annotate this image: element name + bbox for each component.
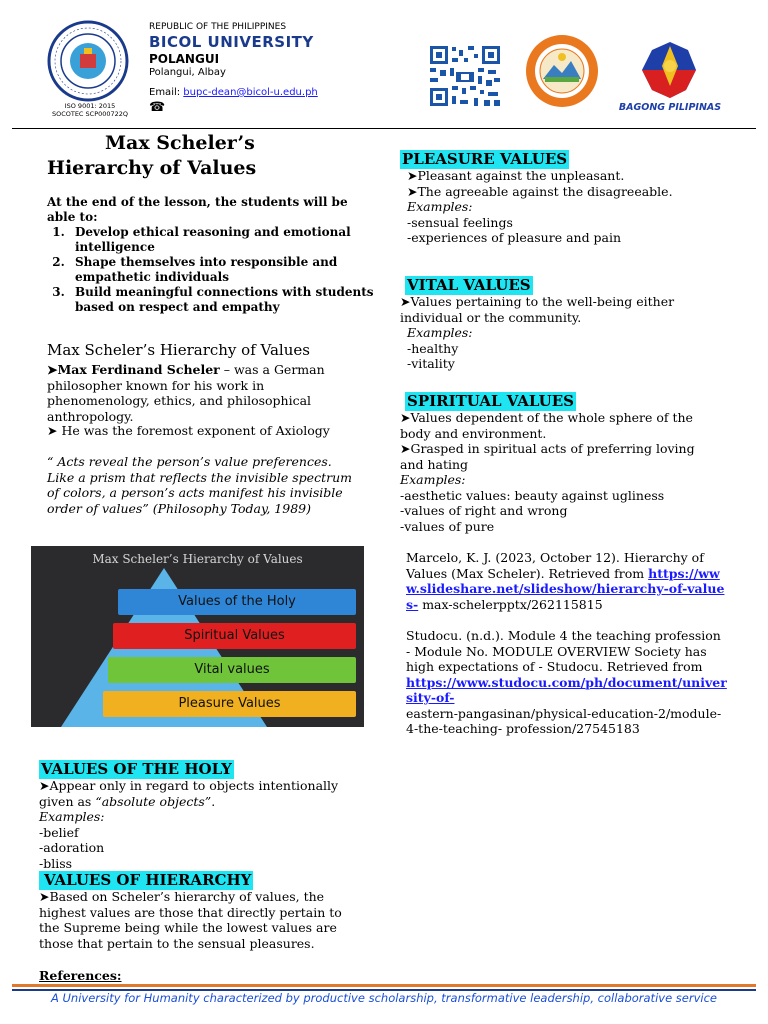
spiritual-examples-label: Examples: bbox=[400, 472, 466, 487]
holy-line2: given as “absolute objects”. bbox=[39, 793, 216, 809]
university-motto: A University for Humanity characterized by productive scholarship, transformative leadership, collaborative service bbox=[50, 991, 717, 1005]
axiology-bullet: ➤ He was the foremost exponent of Axiology bbox=[47, 423, 330, 438]
spiritual-line2: ➤Grasped in spiritual acts of preferring loving and hating bbox=[400, 441, 695, 472]
section-subheading: Max Scheler’s Hierarchy of Values bbox=[47, 341, 310, 359]
objective-item: 1. Develop ethical reasoning and emotional intelligence bbox=[69, 225, 403, 255]
republic-label: REPUBLIC OF THE PHILIPPINES bbox=[149, 22, 287, 32]
spiritual-heading: SPIRITUAL VALUES bbox=[407, 392, 574, 410]
phone-icon: ☎ bbox=[149, 100, 166, 115]
pleasure-section bbox=[400, 149, 569, 169]
pleasure-line: ➤Pleasant against the unpleasant. bbox=[407, 168, 625, 183]
vital-heading: VITAL VALUES bbox=[407, 276, 531, 294]
spiritual-example: -values of right and wrong bbox=[400, 503, 568, 518]
holy-heading: VALUES OF THE HOLY bbox=[41, 760, 232, 778]
reference-text: Marcelo, K. J. (2023, October 12). Hierarchy of Values (Max Scheler). Retrieved from bbox=[406, 550, 704, 581]
pleasure-line: ➤The agreeable against the disagreeable. bbox=[407, 183, 673, 199]
email-link[interactable]: bupc-dean@bicol-u.edu.ph bbox=[183, 87, 318, 98]
vital-example: -healthy bbox=[407, 340, 459, 356]
pleasure-example: -sensual feelings bbox=[407, 214, 513, 230]
page-title-line2: Hierarchy of Values bbox=[47, 157, 257, 179]
bagong-pilipinas-logo-icon bbox=[626, 36, 714, 102]
objective-item: 2. Shape themselves into responsible and empathetic individuals bbox=[69, 255, 403, 285]
vital-examples bbox=[407, 325, 707, 372]
campus-name: POLANGUI bbox=[149, 52, 220, 66]
absolute-objects-term: “absolute objects” bbox=[95, 793, 212, 809]
quote-text: “ Acts reveal the person’s value preferences. Like a prism that reflects the invisible spectrum of colors, a person’s acts manifest his invisible order of values” (Philosophy Today, 1989) bbox=[47, 454, 352, 516]
bagong-pilipinas-label: BAGONG PILIPINAS bbox=[618, 102, 722, 113]
vital-examples-label: Examples: bbox=[407, 325, 473, 340]
holy-examples-label: Examples: bbox=[39, 809, 105, 824]
scheler-name: ➤Max Ferdinand Scheler bbox=[47, 362, 220, 377]
reference-tail: max-schelerpptx/262115815 bbox=[418, 596, 603, 612]
pyramid-level-pleasure: Pleasure Values bbox=[103, 691, 356, 717]
holy-line1: ➤Appear only in regard to objects intentionally bbox=[39, 778, 339, 793]
pleasure-examples-label: Examples: bbox=[407, 199, 473, 214]
reference-text: Studocu. (n.d.). Module 4 the teaching profession - Module No. MODULE OVERVIEW Society has high expectations of - Studocu. Retrieved from bbox=[406, 628, 721, 674]
pleasure-example: -experiences of pleasure and pain bbox=[407, 230, 622, 245]
hierarchy-heading: VALUES OF HIERARCHY bbox=[39, 871, 253, 890]
hierarchy-text: ➤Based on Scheler’s hierarchy of values, the highest values are those that directly pertain to the Supreme being while the lowest values are those that pertain to the sensual pleasures. bbox=[39, 889, 342, 951]
pyramid-title: Max Scheler’s Hierarchy of Values bbox=[92, 552, 303, 566]
iso-certification bbox=[40, 102, 140, 118]
header-divider bbox=[12, 128, 756, 129]
spiritual-body bbox=[400, 410, 720, 534]
reference-link[interactable]: https://www.studocu.com/ph/document/university-of- bbox=[406, 674, 727, 705]
holy-example: -bliss bbox=[39, 855, 73, 871]
reference-item-marcelo bbox=[406, 550, 728, 612]
holy-example: -belief bbox=[39, 824, 79, 840]
university-name: BICOL UNIVERSITY bbox=[149, 33, 314, 51]
pyramid-level-holy: Values of the Holy bbox=[118, 589, 356, 615]
objective-item: 3. Build meaningful connections with students based on respect and empathy bbox=[69, 285, 403, 315]
scheler-bio bbox=[47, 362, 337, 424]
reference-link[interactable]: https://www.slideshare.net/slideshow/hierarchy-of-values- bbox=[406, 565, 725, 612]
vital-section bbox=[405, 275, 533, 295]
hierarchy-section bbox=[39, 870, 253, 890]
holy-example: -adoration bbox=[39, 840, 105, 855]
holy-section bbox=[39, 759, 234, 779]
spiritual-example: -aesthetic values: beauty against ugliness bbox=[400, 487, 665, 503]
pyramid-level-spiritual: Spiritual Values bbox=[113, 623, 356, 649]
pyramid-level-vital: Vital values bbox=[108, 657, 356, 683]
objectives-intro: At the end of the lesson, the students will be able to: bbox=[47, 195, 348, 224]
objectives-list bbox=[25, 225, 403, 315]
email-label: Email: bbox=[149, 87, 184, 98]
spiritual-example: -values of pure bbox=[400, 518, 495, 534]
footer-orange-rule bbox=[12, 984, 756, 987]
reference-tail: eastern-pangasinan/physical-education-2/module-4-the-teaching- profession/27545183 bbox=[406, 705, 722, 736]
email-line bbox=[149, 87, 318, 98]
pleasure-body bbox=[407, 168, 727, 246]
references-label: References: bbox=[39, 968, 122, 983]
vital-example: -vitality bbox=[407, 356, 455, 371]
spiritual-line1: ➤Values dependent of the whole sphere of the body and environment. bbox=[400, 410, 693, 441]
reference-item-studocu bbox=[406, 628, 728, 737]
campus-seal-icon bbox=[521, 33, 603, 109]
spiritual-section bbox=[405, 391, 576, 411]
holy-body bbox=[39, 778, 361, 871]
iso-label: ISO 9001: 2015 bbox=[64, 102, 116, 110]
qr-code-icon bbox=[428, 44, 502, 108]
scheler-description: – was a German philosopher known for his work in phenomenology, ethics, and philosophical anthropology. bbox=[47, 362, 325, 424]
vital-text: ➤Values pertaining to the well-being either individual or the community. bbox=[400, 294, 675, 325]
bicol-university-seal bbox=[44, 20, 132, 102]
campus-address: Polangui, Albay bbox=[149, 67, 226, 78]
socotec-label: SOCOTEC SCP000722Q bbox=[51, 110, 129, 118]
pleasure-heading: PLEASURE VALUES bbox=[402, 150, 568, 168]
hierarchy-pyramid-graphic bbox=[31, 546, 364, 727]
page-title-line1: Max Scheler’s bbox=[105, 132, 255, 154]
